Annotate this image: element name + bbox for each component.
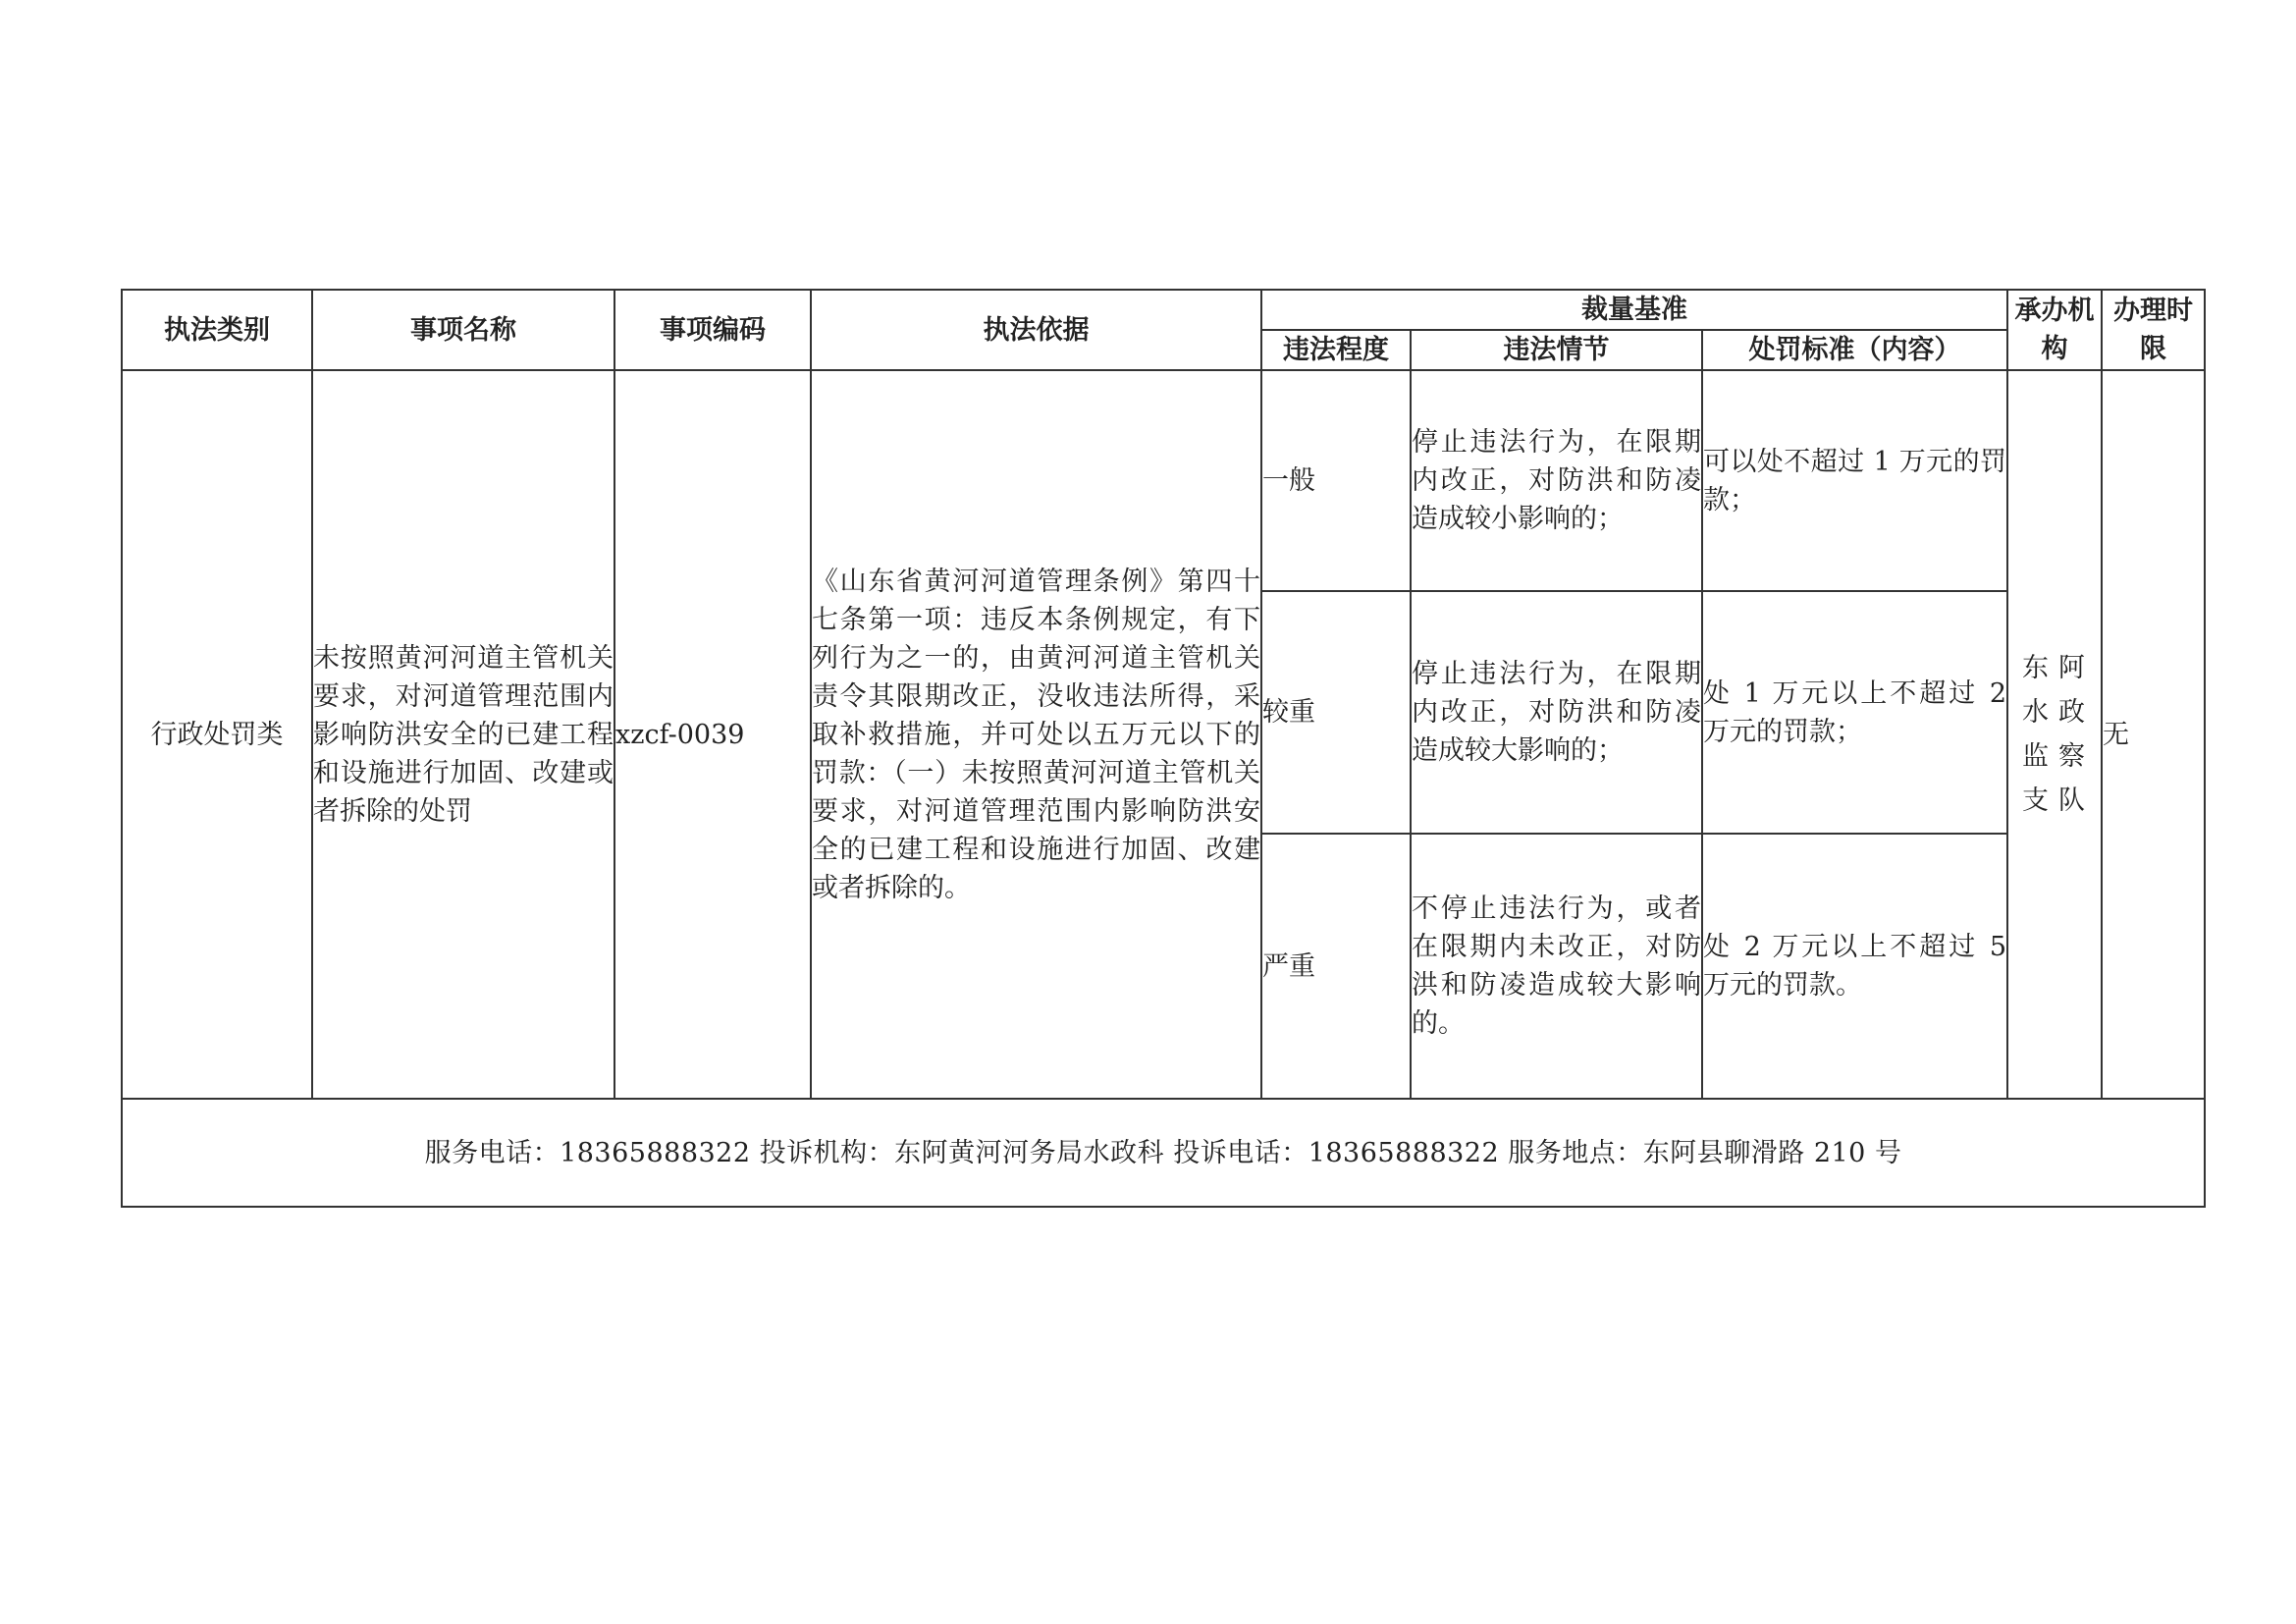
penalty-severe	[1702, 834, 2007, 1099]
header-basis: 执法依据	[811, 290, 1261, 370]
degree-serious: 较重	[1261, 591, 1411, 834]
cell-item-name	[312, 370, 614, 1099]
penalty-general-text: 可以处不超过 1 万元的罚款；	[1703, 446, 2007, 515]
penalty-general	[1702, 370, 2007, 591]
header-discretion: 裁量基准	[1261, 290, 2007, 330]
service-info-footer: 服务电话：18365888322 投诉机构：东阿黄河河务局水政科 投诉电话：18365888322 服务地点：东阿县聊滑路 210 号	[122, 1099, 2205, 1207]
cell-basis	[811, 370, 1261, 1099]
circumstance-general-text: 停止违法行为，在限期内改正，对防洪和防凌造成较小影响的；	[1412, 427, 1701, 534]
penalty-serious	[1702, 591, 2007, 834]
enforcement-table	[121, 289, 2206, 1208]
circumstance-serious	[1411, 591, 1702, 834]
header-penalty: 处罚标准（内容）	[1702, 330, 2007, 370]
circumstance-serious-text: 停止违法行为，在限期内改正，对防洪和防凌造成较大影响的；	[1412, 659, 1701, 766]
circumstance-general	[1411, 370, 1702, 591]
agency-text: 东阿水政监察支队	[2022, 653, 2088, 816]
cell-agency	[2007, 370, 2102, 1099]
degree-severe: 严重	[1261, 834, 1411, 1099]
cell-item-code: xzcf-0039	[614, 370, 811, 1099]
header-item-code: 事项编码	[614, 290, 811, 370]
header-agency: 承办机构	[2007, 290, 2102, 370]
circumstance-severe	[1411, 834, 1702, 1099]
penalty-serious-text: 处 1 万元以上不超过 2 万元的罚款；	[1703, 677, 2007, 747]
header-item-name: 事项名称	[312, 290, 614, 370]
basis-text: 《山东省黄河河道管理条例》第四十七条第一项：违反本条例规定，有下列行为之一的，由黄河河道主管机关责令其限期改正，没收违法所得，采取补救措施，并可处以五万元以下的罚款：（一）未按照黄河河道主管机关要求，对河道管理范围内影响防洪安全的已建工程和设施进行加固、改建或者拆除的。	[812, 566, 1260, 903]
cell-time-limit: 无	[2102, 370, 2205, 1099]
penalty-severe-text: 处 2 万元以上不超过 5 万元的罚款。	[1703, 932, 2007, 1001]
item-name-text: 未按照黄河河道主管机关要求，对河道管理范围内影响防洪安全的已建工程和设施进行加固、改建或者拆除的处罚	[313, 642, 614, 827]
header-time-limit: 办理时限	[2102, 290, 2205, 370]
degree-general: 一般	[1261, 370, 1411, 591]
header-degree: 违法程度	[1261, 330, 1411, 370]
header-circumstance: 违法情节	[1411, 330, 1702, 370]
circumstance-severe-text: 不停止违法行为，或者在限期内未改正，对防洪和防凌造成较大影响的。	[1412, 893, 1701, 1039]
header-category: 执法类别	[122, 290, 312, 370]
cell-category: 行政处罚类	[122, 370, 312, 1099]
